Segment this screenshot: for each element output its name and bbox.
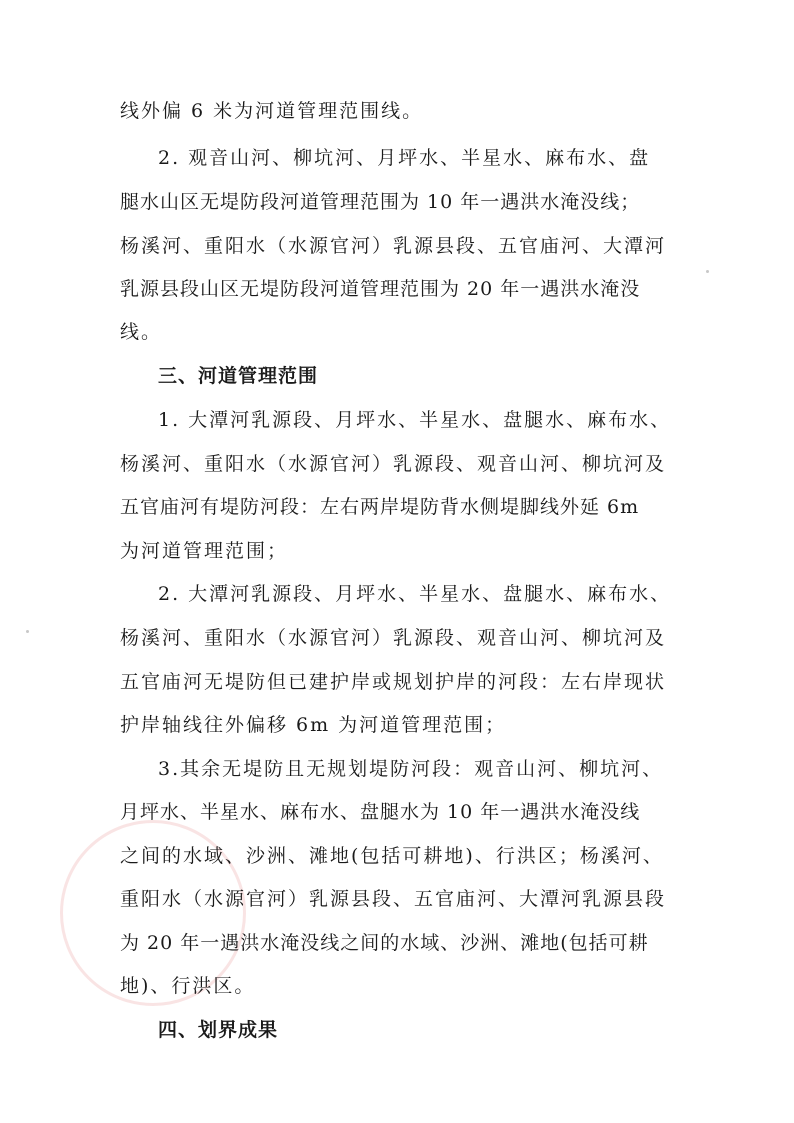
list-item-3-line: 3.其余无堤防且无规划堤防河段：观音山河、柳坑河、: [158, 758, 664, 780]
paragraph-line: 月坪水、半星水、麻布水、盘腿水为 10 年一遇洪水淹没线: [120, 801, 641, 823]
scan-margin-mark: [706, 270, 709, 273]
section-heading-4: 四、划界成果: [158, 1019, 279, 1041]
paragraph-line: 护岸轴线往外偏移 6m 为河道管理范围；: [120, 714, 507, 736]
list-item-1-line: 1. 大潭河乳源段、月坪水、半星水、盘腿水、麻布水、: [158, 409, 672, 431]
paragraph-line: 杨溪河、重阳水（水源官河）乳源段、观音山河、柳坑河及: [120, 627, 667, 649]
paragraph-line: 线外偏 6 米为河道管理范围线。: [120, 100, 424, 122]
paragraph-line: 地)、行洪区。: [120, 975, 256, 997]
paragraph-line: 腿水山区无堤防段河道管理范围为 10 年一遇洪水淹没线；: [120, 191, 641, 213]
paragraph-line: 为 20 年一遇洪水淹没线之间的水域、沙洲、滩地(包括可耕: [120, 932, 649, 954]
list-item-2-line: 2. 大潭河乳源段、月坪水、半星水、盘腿水、麻布水、: [158, 583, 672, 605]
paragraph-line: 线。: [120, 321, 163, 343]
paragraph-line: 五官庙河有堤防河段：左右两岸堤防背水侧堤脚线外延 6m: [120, 496, 640, 518]
paragraph-line: 之间的水域、沙洲、滩地(包括可耕地)、行洪区；杨溪河、: [120, 845, 664, 867]
paragraph-line: 重阳水（水源官河）乳源县段、五官庙河、大潭河乳源县段: [120, 888, 667, 910]
paragraph-line: 为河道管理范围；: [120, 540, 289, 562]
paragraph-line: 杨溪河、重阳水（水源官河）乳源段、观音山河、柳坑河及: [120, 453, 667, 475]
scan-margin-mark: [26, 630, 29, 633]
paragraph-line: 乳源县段山区无堤防段河道管理范围为 20 年一遇洪水淹没: [120, 278, 641, 300]
list-item-2-line: 2. 观音山河、柳坑河、月坪水、半星水、麻布水、盘: [158, 147, 651, 169]
paragraph-line: 杨溪河、重阳水（水源官河）乳源县段、五官庙河、大潭河: [120, 235, 667, 257]
section-heading-3: 三、河道管理范围: [158, 365, 319, 387]
paragraph-line: 五官庙河无堤防但已建护岸或规划护岸的河段：左右岸现状: [120, 671, 667, 693]
